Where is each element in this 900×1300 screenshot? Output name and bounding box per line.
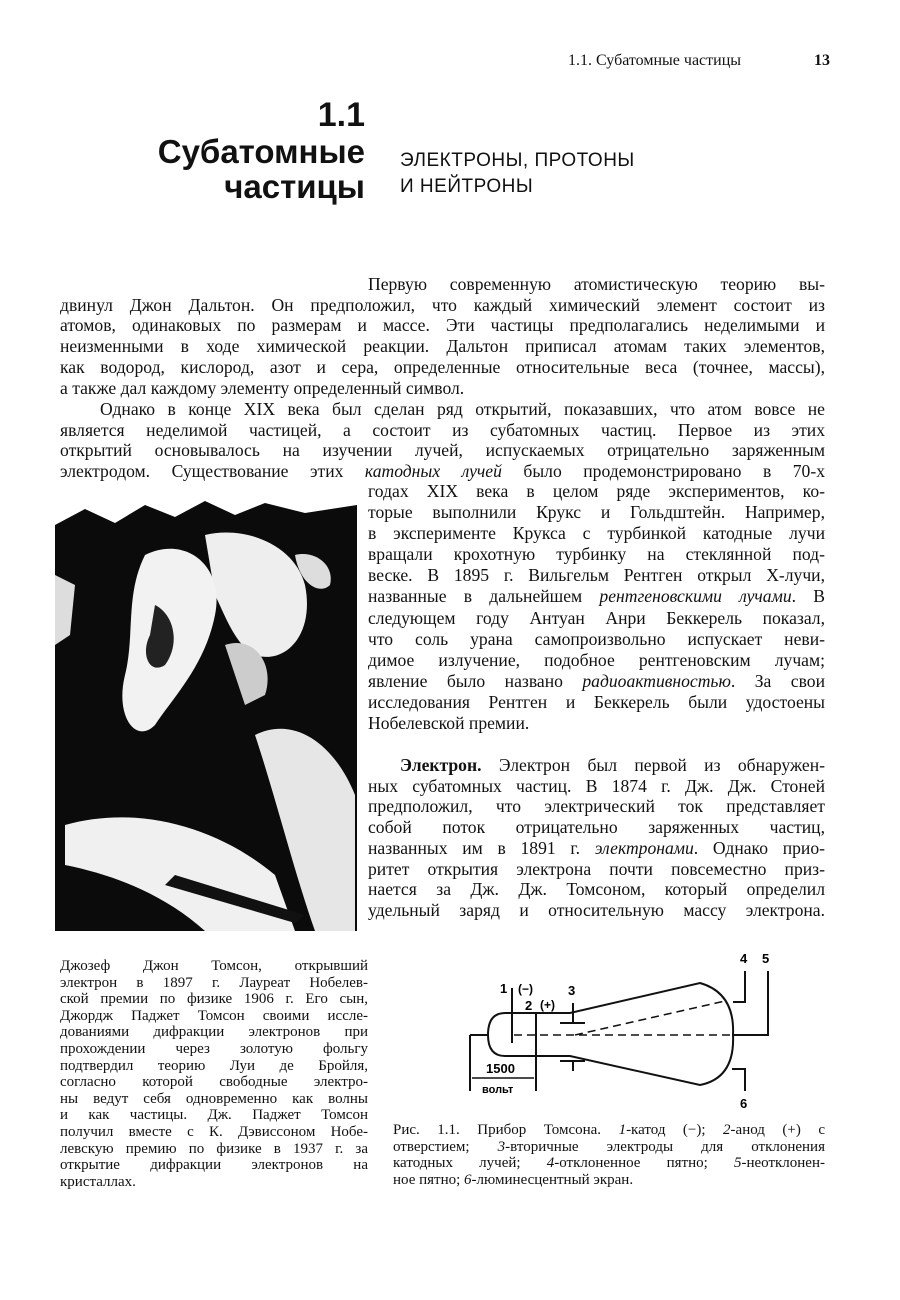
italic-term: катодных лучей (364, 461, 502, 482)
text-segment: ны ведут себя одновременно как волны (60, 1090, 368, 1107)
label-voltage: 1500 (486, 1061, 515, 1076)
text-segment: -анод (+) с (730, 1122, 826, 1138)
text-segment: получил вместе с К. Дэвиссоном Нобе- (60, 1123, 368, 1140)
text-segment: следующем году Антуан Анри Беккерель показал, (368, 607, 825, 628)
text-line (60, 1074, 368, 1091)
text-segment: открытий основывалось на изучении лучей, испускаемых отрицательно заряженным (60, 440, 825, 461)
paragraph-electron (368, 755, 825, 921)
text-line (60, 958, 368, 975)
text-segment: двинул Джон Дальтон. Он предположил, что каждый химический элемент состоит из (60, 294, 825, 315)
text-line (60, 1024, 368, 1041)
text-segment: согласно которой свободные электро- (60, 1074, 368, 1091)
text-segment: . Однако прио- (693, 837, 825, 858)
text-segment: нается за Дж. Дж. Томсоном, который определил (368, 879, 825, 900)
text-segment: ное пятно; (393, 1171, 465, 1188)
label-4: 4 (740, 951, 748, 966)
text-line (60, 1141, 368, 1158)
text-line (368, 544, 825, 565)
paragraph-subatomic-narrow (368, 481, 825, 734)
thomson-apparatus-diagram (450, 943, 780, 1113)
text-segment: Однако в конце XIX века был сделан ряд открытий, показавших, что атом вовсе не (100, 399, 825, 419)
text-line (368, 900, 825, 921)
text-line (60, 378, 825, 399)
text-line (368, 776, 825, 797)
text-segment: вращали крохотную турбинку на стеклянной под- (368, 544, 825, 565)
italic-term: 4 (546, 1155, 555, 1172)
text-segment: ской премии по физике 1906 г. Его сын, (60, 991, 368, 1008)
text-segment: . За свои (730, 670, 825, 691)
text-line (368, 671, 825, 692)
text-segment: собой поток отрицательно заряженных частиц, (368, 817, 825, 838)
text-segment: названных им в 1891 г. (368, 837, 595, 858)
label-2: 2 (525, 998, 533, 1013)
italic-term: радиоактивностью (582, 670, 731, 691)
text-segment: подтвердил теорию Луи де Бройля, (60, 1057, 368, 1074)
diagram-svg (450, 943, 780, 1113)
text-segment: ных субатомных частиц. В 1874 г. Дж. Дж. Стоней (368, 775, 825, 796)
text-segment: димое излучение, подобное рентгеновским лучам; (368, 649, 825, 670)
text-segment: годах XIX века в целом ряде экспериментов, ко- (368, 481, 825, 501)
text-segment: Нобелевской премии. (368, 713, 530, 734)
text-line (60, 274, 825, 295)
text-segment: исследования Рентген и Беккерель были удостоены (368, 691, 825, 712)
text-segment: было продемонстрировано в 70-х (501, 461, 826, 482)
text-line (368, 650, 825, 671)
figure-caption (393, 1122, 825, 1188)
text-line (368, 608, 825, 629)
italic-term: электронами (594, 837, 694, 858)
label-2-sign: (+) (540, 998, 555, 1012)
text-segment: прохождении через золотую фольгу (60, 1040, 368, 1057)
italic-term: 3 (497, 1138, 506, 1155)
chapter-title-line1: Субатомные (157, 133, 365, 170)
text-line (393, 1122, 825, 1139)
text-segment: катодных лучей; (393, 1155, 547, 1172)
text-segment: неизменными в ходе химической реакции. Дальтон приписал атомам таких элементов, (60, 336, 825, 357)
text-line (368, 796, 825, 817)
text-segment: ритет открытия электрона почти повсеместно приз- (368, 858, 825, 879)
text-segment: как водород, кислород, азот и сера, определенные относительные веса (точнее, массы), (60, 356, 825, 377)
italic-term: 1 (618, 1122, 627, 1138)
text-line (393, 1139, 825, 1156)
running-head-title: 1.1. Субатомные частицы (568, 52, 742, 69)
text-segment: -отклоненное пятно; (554, 1155, 734, 1172)
text-segment: . В (791, 586, 825, 607)
italic-term: рентгеновскими лучами (599, 586, 792, 607)
text-line (368, 565, 825, 586)
text-line (60, 1091, 368, 1108)
text-segment: Джозеф Джон Томсон, открывший (60, 958, 368, 974)
text-line (60, 357, 825, 378)
text-segment: кристаллах. (60, 1173, 136, 1190)
text-segment: торые выполнили Крукс и Гольдштейн. Например, (368, 502, 825, 523)
text-segment: Первую современную атомистическую теорию вы- (368, 274, 825, 294)
text-line (368, 481, 825, 502)
text-line (368, 713, 825, 734)
text-segment: и как частицы. Дж. Паджет Томсон (60, 1107, 368, 1124)
bold-term: Электрон. (400, 755, 482, 775)
chapter-title-line2: частицы (224, 168, 365, 205)
text-segment: удельный заряд и относительную массу электрона. (368, 899, 825, 920)
text-line (60, 1058, 368, 1075)
text-segment: -люминесцентный экран. (471, 1171, 634, 1188)
text-line (60, 1008, 368, 1025)
text-segment: что соль урана самопроизвольно испускает неви- (368, 628, 825, 649)
text-segment: -вторичные электроды для отклонения (505, 1138, 825, 1155)
text-segment: предположил, что электрический ток представляет (368, 796, 825, 817)
text-line (368, 502, 825, 523)
text-line (60, 991, 368, 1008)
text-segment: Рис. 1.1. Прибор Томсона. (393, 1122, 619, 1138)
text-line (60, 975, 368, 992)
italic-term: 6 (464, 1171, 472, 1188)
paragraph-subatomic-wide (60, 399, 825, 482)
text-line (393, 1172, 825, 1189)
italic-term: 2 (723, 1122, 731, 1138)
text-segment: а также дал каждому элементу определенный символ. (60, 377, 465, 398)
text-line (60, 315, 825, 336)
text-line (60, 1107, 368, 1124)
text-line (368, 859, 825, 880)
text-segment: явление было названо (368, 670, 583, 691)
text-segment: названные в дальнейшем (368, 586, 600, 607)
text-line (368, 838, 825, 859)
text-segment: -неотклонен- (741, 1155, 825, 1172)
text-line (368, 586, 825, 607)
text-line (60, 1174, 368, 1191)
photo-caption (60, 958, 368, 1190)
text-line (368, 755, 825, 776)
text-line (60, 336, 825, 357)
text-line (60, 420, 825, 441)
text-line (368, 629, 825, 650)
text-segment: левскую премию по физике в 1937 г. за (60, 1140, 368, 1157)
text-line (60, 1041, 368, 1058)
text-segment: Электрон был первой из обнаружен- (481, 755, 825, 775)
chapter-number: 1.1 (317, 96, 365, 134)
text-line (368, 523, 825, 544)
text-line (60, 1124, 368, 1141)
label-1: 1 (500, 981, 508, 996)
text-line (60, 295, 825, 316)
text-segment: Джордж Паджет Томсон своими иссле- (60, 1007, 368, 1024)
text-segment: атомов, одинаковых по размерам и массе. Эти частицы предполагались неделимыми и (60, 315, 825, 336)
text-line (393, 1155, 825, 1172)
text-line (60, 1157, 368, 1174)
page-number: 13 (814, 52, 830, 69)
text-segment: веске. В 1895 г. Вильгельм Рентген открыл Х-лучи, (368, 565, 825, 586)
label-unit: вольт (482, 1084, 514, 1096)
label-3: 3 (568, 983, 576, 998)
text-line (60, 440, 825, 461)
label-5: 5 (762, 951, 770, 966)
text-line (60, 461, 825, 482)
paragraph-dalton (60, 274, 825, 398)
text-line (368, 817, 825, 838)
section-heading-line2: И НЕЙТРОНЫ (400, 176, 534, 197)
text-line (60, 399, 825, 420)
text-segment: электродом. Существование этих (60, 461, 365, 482)
text-segment: является неделимой частицей, а состоит из субатомных частиц. Первое из этих (60, 419, 825, 440)
section-heading-line1: ЭЛЕКТРОНЫ, ПРОТОНЫ (400, 150, 635, 171)
label-6: 6 (740, 1096, 748, 1111)
text-segment: в эксперименте Крукса с турбинкой катодные лучи (368, 523, 825, 544)
text-line (368, 692, 825, 713)
italic-term: 5 (733, 1155, 742, 1172)
text-segment: -катод (−); (626, 1122, 724, 1138)
photo-thomson (55, 495, 357, 931)
text-segment: дованиями дифракции электронов при (60, 1024, 368, 1041)
text-segment: отверстием; (393, 1138, 498, 1155)
text-segment: электрон в 1897 г. Лауреат Нобелев- (60, 974, 368, 991)
text-segment: открытие дифракции электронов на (60, 1157, 368, 1174)
text-line (368, 879, 825, 900)
label-1-sign: (−) (518, 982, 533, 996)
